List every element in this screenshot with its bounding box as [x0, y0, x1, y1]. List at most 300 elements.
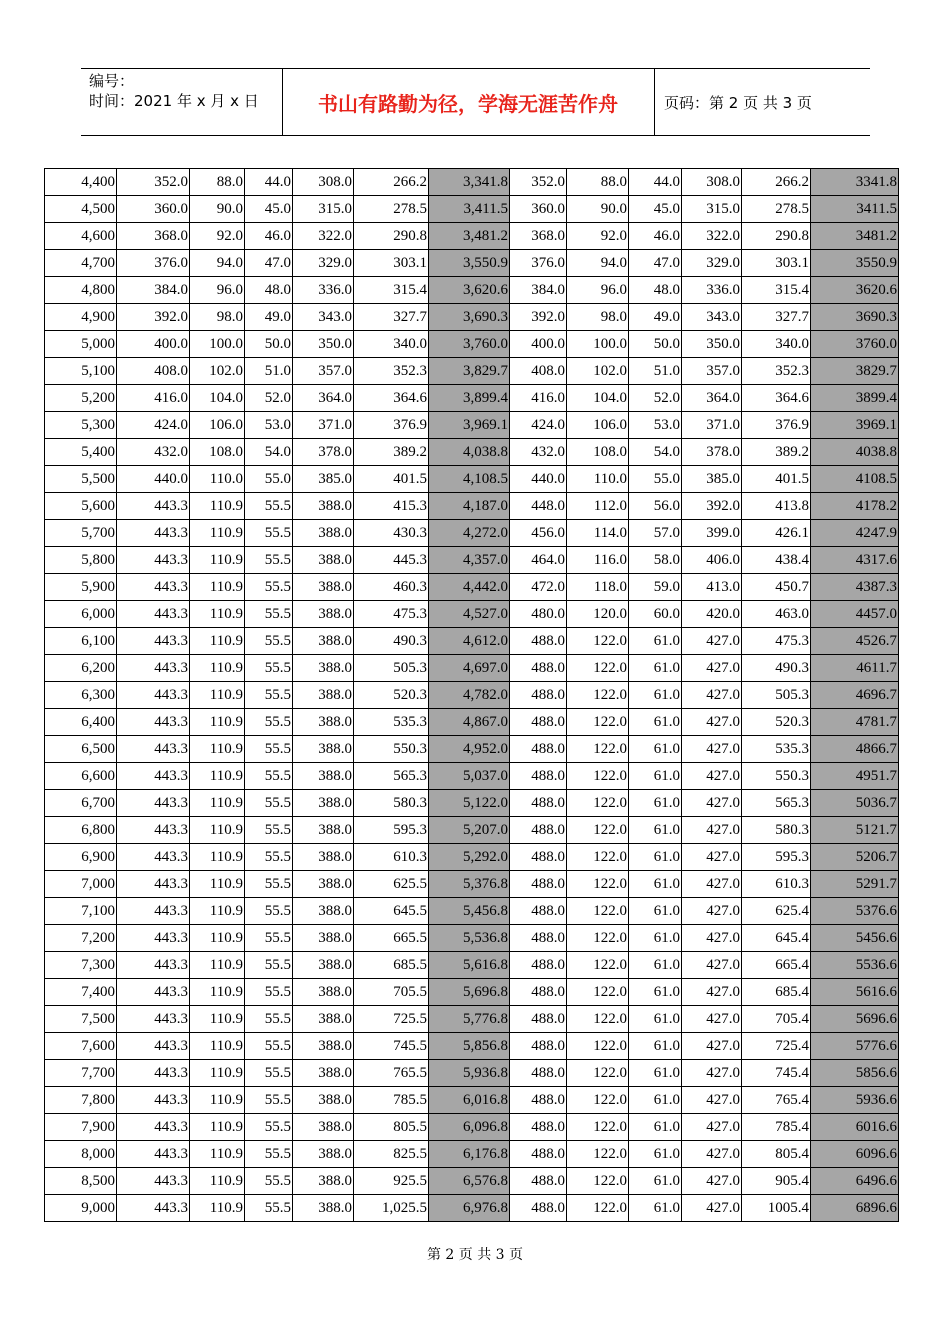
table-cell: 392.0: [117, 304, 190, 331]
table-cell: 61.0: [629, 628, 682, 655]
table-cell: 55.5: [245, 601, 293, 628]
table-cell: 5121.7: [811, 817, 899, 844]
table-cell: 327.7: [354, 304, 429, 331]
table-cell: 401.5: [354, 466, 429, 493]
table-row: [45, 304, 899, 331]
table-cell: 443.3: [117, 1114, 190, 1141]
table-cell: 427.0: [682, 1006, 742, 1033]
table-cell: 388.0: [293, 1033, 354, 1060]
table-row: [45, 520, 899, 547]
table-cell: 94.0: [190, 250, 245, 277]
table-cell: 378.0: [293, 439, 354, 466]
table-cell: 315.4: [742, 277, 811, 304]
table-cell: 100.0: [190, 331, 245, 358]
table-cell: 50.0: [629, 331, 682, 358]
table-cell: 55.5: [245, 574, 293, 601]
table-cell: 488.0: [510, 844, 567, 871]
table-cell: 488.0: [510, 628, 567, 655]
table-cell: 463.0: [742, 601, 811, 628]
table-cell: 388.0: [293, 655, 354, 682]
table-cell: 388.0: [293, 628, 354, 655]
table-cell: 61.0: [629, 817, 682, 844]
table-cell: 443.3: [117, 979, 190, 1006]
table-row: [45, 547, 899, 574]
table-cell: 112.0: [567, 493, 629, 520]
table-cell: 350.0: [293, 331, 354, 358]
table-cell: 6,100: [45, 628, 117, 655]
table-row: [45, 925, 899, 952]
table-cell: 3,411.5: [429, 196, 510, 223]
table-cell: 488.0: [510, 736, 567, 763]
table-cell: 427.0: [682, 898, 742, 925]
table-cell: 5936.6: [811, 1087, 899, 1114]
table-cell: 384.0: [510, 277, 567, 304]
table-cell: 55.0: [245, 466, 293, 493]
table-cell: 3620.6: [811, 277, 899, 304]
table-cell: 110.9: [190, 979, 245, 1006]
table-cell: 6496.6: [811, 1168, 899, 1195]
table-cell: 122.0: [567, 898, 629, 925]
table-cell: 4038.8: [811, 439, 899, 466]
table-cell: 400.0: [510, 331, 567, 358]
table-cell: 388.0: [293, 925, 354, 952]
table-cell: 48.0: [245, 277, 293, 304]
table-cell: 55.5: [245, 1114, 293, 1141]
table-cell: 352.0: [117, 169, 190, 196]
table-cell: 61.0: [629, 844, 682, 871]
table-cell: 61.0: [629, 979, 682, 1006]
table-cell: 5,936.8: [429, 1060, 510, 1087]
table-cell: 58.0: [629, 547, 682, 574]
table-cell: 357.0: [293, 358, 354, 385]
table-cell: 110.9: [190, 952, 245, 979]
table-cell: 61.0: [629, 736, 682, 763]
table-cell: 7,400: [45, 979, 117, 1006]
table-cell: 427.0: [682, 817, 742, 844]
table-cell: 490.3: [742, 655, 811, 682]
table-cell: 4781.7: [811, 709, 899, 736]
table-cell: 110.9: [190, 898, 245, 925]
table-row: [45, 682, 899, 709]
table-cell: 350.0: [682, 331, 742, 358]
table-cell: 4178.2: [811, 493, 899, 520]
table-cell: 55.5: [245, 655, 293, 682]
table-cell: 5291.7: [811, 871, 899, 898]
table-cell: 4,782.0: [429, 682, 510, 709]
table-cell: 6,096.8: [429, 1114, 510, 1141]
table-cell: 520.3: [742, 709, 811, 736]
table-cell: 46.0: [629, 223, 682, 250]
table-cell: 488.0: [510, 898, 567, 925]
table-cell: 488.0: [510, 1006, 567, 1033]
table-cell: 625.5: [354, 871, 429, 898]
table-cell: 388.0: [293, 1087, 354, 1114]
table-cell: 315.0: [682, 196, 742, 223]
table-cell: 360.0: [510, 196, 567, 223]
table-cell: 110.9: [190, 709, 245, 736]
table-cell: 7,300: [45, 952, 117, 979]
table-cell: 3,969.1: [429, 412, 510, 439]
table-cell: 3899.4: [811, 385, 899, 412]
table-cell: 424.0: [117, 412, 190, 439]
table-cell: 388.0: [293, 520, 354, 547]
table-cell: 110.9: [190, 871, 245, 898]
table-row: [45, 736, 899, 763]
table-cell: 122.0: [567, 871, 629, 898]
table-cell: 6,016.8: [429, 1087, 510, 1114]
table-cell: 427.0: [682, 871, 742, 898]
table-cell: 92.0: [190, 223, 245, 250]
table-cell: 376.0: [510, 250, 567, 277]
table-cell: 443.3: [117, 601, 190, 628]
table-cell: 364.6: [354, 385, 429, 412]
table-cell: 61.0: [629, 1060, 682, 1087]
table-cell: 55.5: [245, 1087, 293, 1114]
table-cell: 3690.3: [811, 304, 899, 331]
table-cell: 47.0: [629, 250, 682, 277]
table-cell: 55.5: [245, 898, 293, 925]
table-cell: 443.3: [117, 871, 190, 898]
table-cell: 443.3: [117, 817, 190, 844]
table-cell: 7,600: [45, 1033, 117, 1060]
table-cell: 308.0: [293, 169, 354, 196]
table-cell: 705.4: [742, 1006, 811, 1033]
table-cell: 7,100: [45, 898, 117, 925]
table-row: [45, 1114, 899, 1141]
table-cell: 825.5: [354, 1141, 429, 1168]
table-cell: 443.3: [117, 790, 190, 817]
table-cell: 61.0: [629, 1114, 682, 1141]
table-row: [45, 898, 899, 925]
table-cell: 340.0: [354, 331, 429, 358]
table-cell: 59.0: [629, 574, 682, 601]
table-cell: 61.0: [629, 1006, 682, 1033]
table-cell: 520.3: [354, 682, 429, 709]
table-cell: 388.0: [293, 817, 354, 844]
table-cell: 45.0: [629, 196, 682, 223]
table-cell: 5536.6: [811, 952, 899, 979]
table-cell: 110.9: [190, 1087, 245, 1114]
table-cell: 110.9: [190, 1033, 245, 1060]
table-cell: 385.0: [682, 466, 742, 493]
table-cell: 303.1: [354, 250, 429, 277]
table-cell: 443.3: [117, 1195, 190, 1222]
table-cell: 55.5: [245, 763, 293, 790]
table-cell: 48.0: [629, 277, 682, 304]
table-cell: 122.0: [567, 952, 629, 979]
table-row: [45, 358, 899, 385]
table-cell: 3,620.6: [429, 277, 510, 304]
table-cell: 52.0: [245, 385, 293, 412]
table-row: [45, 223, 899, 250]
table-cell: 427.0: [682, 844, 742, 871]
table-cell: 122.0: [567, 736, 629, 763]
table-cell: 290.8: [742, 223, 811, 250]
table-cell: 3,899.4: [429, 385, 510, 412]
table-cell: 785.4: [742, 1114, 811, 1141]
table-cell: 450.7: [742, 574, 811, 601]
table-cell: 357.0: [682, 358, 742, 385]
table-cell: 340.0: [742, 331, 811, 358]
table-cell: 445.3: [354, 547, 429, 574]
table-cell: 426.1: [742, 520, 811, 547]
table-cell: 352.3: [742, 358, 811, 385]
table-cell: 392.0: [510, 304, 567, 331]
table-cell: 440.0: [117, 466, 190, 493]
table-cell: 3,690.3: [429, 304, 510, 331]
table-cell: 725.4: [742, 1033, 811, 1060]
table-cell: 488.0: [510, 925, 567, 952]
table-cell: 364.0: [682, 385, 742, 412]
table-cell: 266.2: [742, 169, 811, 196]
table-cell: 535.3: [354, 709, 429, 736]
table-cell: 443.3: [117, 628, 190, 655]
table-cell: 385.0: [293, 466, 354, 493]
table-cell: 440.0: [510, 466, 567, 493]
table-cell: 4611.7: [811, 655, 899, 682]
table-cell: 745.4: [742, 1060, 811, 1087]
table-cell: 550.3: [742, 763, 811, 790]
table-cell: 98.0: [567, 304, 629, 331]
table-cell: 4,867.0: [429, 709, 510, 736]
table-cell: 278.5: [354, 196, 429, 223]
table-cell: 6,200: [45, 655, 117, 682]
table-cell: 315.4: [354, 277, 429, 304]
table-row: [45, 817, 899, 844]
table-cell: 427.0: [682, 1033, 742, 1060]
table-cell: 110.9: [190, 817, 245, 844]
table-cell: 5036.7: [811, 790, 899, 817]
table-row: [45, 871, 899, 898]
table-cell: 61.0: [629, 952, 682, 979]
table-cell: 665.5: [354, 925, 429, 952]
table-cell: 443.3: [117, 736, 190, 763]
table-cell: 51.0: [629, 358, 682, 385]
table-row: [45, 655, 899, 682]
table-cell: 122.0: [567, 1141, 629, 1168]
table-cell: 110.9: [190, 601, 245, 628]
table-cell: 4,600: [45, 223, 117, 250]
table-row: [45, 196, 899, 223]
table-row: [45, 439, 899, 466]
table-cell: 443.3: [117, 682, 190, 709]
table-cell: 3341.8: [811, 169, 899, 196]
table-cell: 3481.2: [811, 223, 899, 250]
table-cell: 388.0: [293, 979, 354, 1006]
table-cell: 443.3: [117, 1060, 190, 1087]
table-cell: 98.0: [190, 304, 245, 331]
table-cell: 4,038.8: [429, 439, 510, 466]
table-cell: 488.0: [510, 1033, 567, 1060]
table-cell: 580.3: [742, 817, 811, 844]
table-cell: 443.3: [117, 547, 190, 574]
table-cell: 488.0: [510, 1087, 567, 1114]
table-cell: 5,000: [45, 331, 117, 358]
table-cell: 61.0: [629, 1141, 682, 1168]
table-cell: 364.6: [742, 385, 811, 412]
table-cell: 5206.7: [811, 844, 899, 871]
table-cell: 5,536.8: [429, 925, 510, 952]
table-cell: 3,481.2: [429, 223, 510, 250]
table-cell: 376.0: [117, 250, 190, 277]
table-cell: 4,700: [45, 250, 117, 277]
table-cell: 389.2: [354, 439, 429, 466]
table-cell: 96.0: [190, 277, 245, 304]
table-cell: 535.3: [742, 736, 811, 763]
table-cell: 388.0: [293, 1114, 354, 1141]
table-cell: 6096.6: [811, 1141, 899, 1168]
table-cell: 110.9: [190, 1195, 245, 1222]
table-cell: 4457.0: [811, 601, 899, 628]
table-cell: 4,500: [45, 196, 117, 223]
table-cell: 110.9: [190, 790, 245, 817]
table-cell: 5,400: [45, 439, 117, 466]
table-cell: 371.0: [293, 412, 354, 439]
table-cell: 443.3: [117, 1033, 190, 1060]
table-cell: 456.0: [510, 520, 567, 547]
table-cell: 6016.6: [811, 1114, 899, 1141]
table-cell: 625.4: [742, 898, 811, 925]
table-cell: 55.5: [245, 1006, 293, 1033]
table-cell: 905.4: [742, 1168, 811, 1195]
table-cell: 47.0: [245, 250, 293, 277]
table-cell: 376.9: [354, 412, 429, 439]
table-cell: 8,500: [45, 1168, 117, 1195]
table-cell: 122.0: [567, 1114, 629, 1141]
table-cell: 488.0: [510, 682, 567, 709]
table-cell: 352.0: [510, 169, 567, 196]
table-cell: 122.0: [567, 1006, 629, 1033]
table-cell: 55.5: [245, 979, 293, 1006]
table-cell: 432.0: [510, 439, 567, 466]
table-cell: 336.0: [293, 277, 354, 304]
table-cell: 266.2: [354, 169, 429, 196]
table-cell: 61.0: [629, 709, 682, 736]
table-cell: 443.3: [117, 898, 190, 925]
table-cell: 6,400: [45, 709, 117, 736]
table-cell: 416.0: [117, 385, 190, 412]
table-cell: 322.0: [682, 223, 742, 250]
table-cell: 505.3: [354, 655, 429, 682]
table-cell: 401.5: [742, 466, 811, 493]
table-cell: 44.0: [245, 169, 293, 196]
table-cell: 427.0: [682, 952, 742, 979]
table-cell: 725.5: [354, 1006, 429, 1033]
table-cell: 427.0: [682, 763, 742, 790]
table-cell: 122.0: [567, 979, 629, 1006]
table-cell: 110.9: [190, 574, 245, 601]
table-cell: 51.0: [245, 358, 293, 385]
table-cell: 92.0: [567, 223, 629, 250]
table-cell: 88.0: [190, 169, 245, 196]
table-cell: 388.0: [293, 1141, 354, 1168]
table-cell: 400.0: [117, 331, 190, 358]
table-cell: 55.5: [245, 817, 293, 844]
table-cell: 427.0: [682, 1141, 742, 1168]
table-cell: 3,550.9: [429, 250, 510, 277]
table-cell: 565.3: [354, 763, 429, 790]
table-cell: 408.0: [117, 358, 190, 385]
table-cell: 443.3: [117, 1006, 190, 1033]
table-cell: 388.0: [293, 1195, 354, 1222]
table-cell: 61.0: [629, 682, 682, 709]
table-row: [45, 493, 899, 520]
table-cell: 415.3: [354, 493, 429, 520]
table-cell: 55.5: [245, 736, 293, 763]
table-cell: 122.0: [567, 682, 629, 709]
table-cell: 705.5: [354, 979, 429, 1006]
table-cell: 55.5: [245, 628, 293, 655]
table-cell: 443.3: [117, 1141, 190, 1168]
table-cell: 427.0: [682, 1087, 742, 1114]
table-row: [45, 1033, 899, 1060]
table-row: [45, 331, 899, 358]
table-cell: 595.3: [354, 817, 429, 844]
table-cell: 118.0: [567, 574, 629, 601]
table-cell: 61.0: [629, 925, 682, 952]
table-cell: 110.9: [190, 1168, 245, 1195]
table-row: [45, 385, 899, 412]
table-cell: 55.5: [245, 844, 293, 871]
table-cell: 364.0: [293, 385, 354, 412]
table-cell: 427.0: [682, 925, 742, 952]
table-cell: 46.0: [245, 223, 293, 250]
table-cell: 475.3: [354, 601, 429, 628]
table-cell: 55.5: [245, 709, 293, 736]
table-cell: 488.0: [510, 979, 567, 1006]
table-cell: 765.4: [742, 1087, 811, 1114]
table-cell: 488.0: [510, 1168, 567, 1195]
table-cell: 4,187.0: [429, 493, 510, 520]
table-cell: 110.9: [190, 520, 245, 547]
table-cell: 4951.7: [811, 763, 899, 790]
table-cell: 388.0: [293, 844, 354, 871]
table-cell: 106.0: [567, 412, 629, 439]
table-cell: 665.4: [742, 952, 811, 979]
table-cell: 475.3: [742, 628, 811, 655]
page-footer: 第 2 页 共 3 页: [426, 1247, 524, 1263]
table-cell: 55.5: [245, 1060, 293, 1087]
table-cell: 106.0: [190, 412, 245, 439]
table-cell: 416.0: [510, 385, 567, 412]
table-cell: 315.0: [293, 196, 354, 223]
table-cell: 54.0: [245, 439, 293, 466]
table-cell: 488.0: [510, 655, 567, 682]
table-cell: 55.5: [245, 871, 293, 898]
table-cell: 122.0: [567, 1087, 629, 1114]
table-cell: 448.0: [510, 493, 567, 520]
table-cell: 110.9: [190, 1006, 245, 1033]
table-row: [45, 1087, 899, 1114]
table-cell: 443.3: [117, 1087, 190, 1114]
table-cell: 122.0: [567, 763, 629, 790]
table-cell: 5,100: [45, 358, 117, 385]
table-cell: 388.0: [293, 1060, 354, 1087]
table-cell: 388.0: [293, 736, 354, 763]
table-cell: 54.0: [629, 439, 682, 466]
table-cell: 4696.7: [811, 682, 899, 709]
table-cell: 278.5: [742, 196, 811, 223]
table-cell: 290.8: [354, 223, 429, 250]
table-cell: 3550.9: [811, 250, 899, 277]
table-cell: 427.0: [682, 709, 742, 736]
table-row: [45, 1060, 899, 1087]
table-cell: 765.5: [354, 1060, 429, 1087]
table-cell: 122.0: [567, 709, 629, 736]
table-cell: 329.0: [293, 250, 354, 277]
table-cell: 61.0: [629, 1087, 682, 1114]
table-cell: 104.0: [190, 385, 245, 412]
